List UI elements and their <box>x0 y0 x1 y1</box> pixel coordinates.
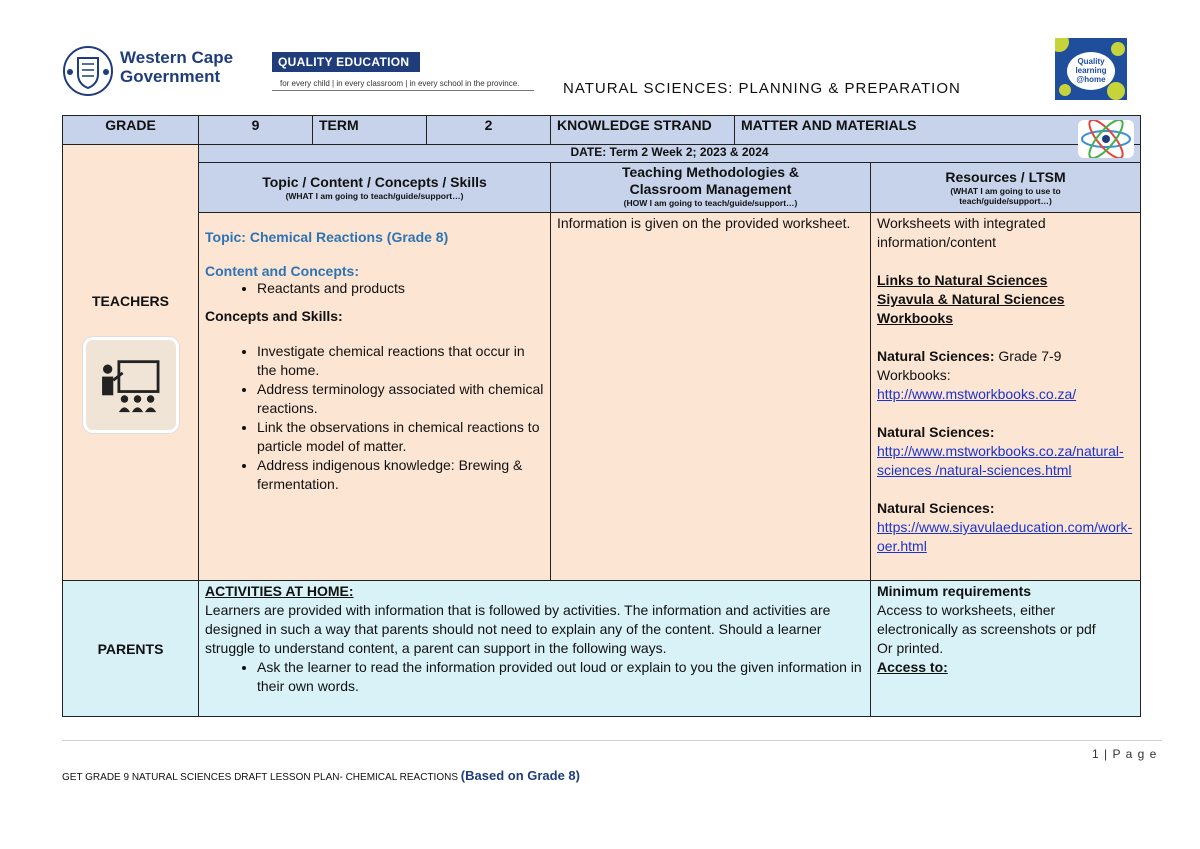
term-label: TERM <box>313 116 427 145</box>
western-cape-government-logo <box>62 42 242 102</box>
gov-name-line2: Government <box>120 67 221 86</box>
resources-column-subtitle-2: teach/guide/support…) <box>959 196 1052 206</box>
teachers-label: TEACHERS <box>91 292 169 309</box>
activities-cell <box>199 581 871 717</box>
method-column-title-1: Teaching Methodologies & <box>621 164 800 180</box>
footer-doc-text: GET GRADE 9 NATURAL SCIENCES DRAFT LESSON PLAN- CHEMICAL REACTIONS <box>62 772 461 783</box>
min-requirements-text-2: Or printed. <box>877 640 944 656</box>
page-number: 1 | P a g e <box>1092 747 1158 761</box>
teacher-presentation-icon <box>83 337 179 433</box>
quality-education-tagline: for every child | in every classroom | in every school in the province. <box>280 79 520 88</box>
method-column-title-2: Classroom Management <box>629 181 792 197</box>
footer-rule <box>62 740 1162 741</box>
strand-value: MATTER AND MATERIALS <box>741 117 917 133</box>
grade-label: GRADE <box>63 116 199 145</box>
methodology-cell <box>551 213 871 581</box>
quality-education-banner: QUALITY EDUCATION <box>272 52 420 72</box>
planning-table <box>62 115 1141 717</box>
topic-heading: Topic: Chemical Reactions (Grade 8) <box>205 229 449 245</box>
content-list <box>205 279 544 298</box>
quality-learning-at-home-badge <box>1055 38 1127 100</box>
mstworkbooks-link[interactable]: http://www.mstworkbooks.co.za/ <box>877 386 1077 402</box>
parents-label: PARENTS <box>63 581 199 717</box>
list-item: • Address terminology associated with chemical reactions. <box>257 380 544 418</box>
grade-value: 9 <box>199 116 313 145</box>
list-item: • Investigate chemical reactions that occur in the home. <box>257 342 544 380</box>
resources-cell <box>871 213 1141 581</box>
footer-doc-text-bold: (Based on Grade 8) <box>460 768 580 783</box>
links-heading-1: Links to Natural Sciences <box>877 272 1048 288</box>
coat-of-arms-icon <box>62 42 114 100</box>
resources-intro: Worksheets with integrated information/content <box>877 215 1046 250</box>
list-item: • Address indigenous knowledge: Brewing & fermentation. <box>257 456 544 494</box>
links-heading-3: Workbooks <box>877 310 953 326</box>
requirements-cell <box>871 581 1141 717</box>
ns3-label: Natural Sciences: <box>877 500 995 516</box>
min-requirements-text-1: Access to worksheets, either electronically as screenshots or pdf <box>877 602 1096 637</box>
methodology-text: Information is given on the provided worksheet. <box>557 215 851 231</box>
gov-name-line1: Western Cape <box>120 48 234 67</box>
list-item: • Ask the learner to read the information provided out loud or explain to you the given information in their own words. <box>257 658 864 696</box>
method-column-subtitle: (HOW I am going to teach/guide/support…) <box>623 198 798 208</box>
natural-sciences-link[interactable]: http://www.mstworkbooks.co.za/natural-sciences /natural-sciences.html <box>877 443 1124 478</box>
siyavula-link[interactable]: https://www.siyavulaeducation.com/work-oer.html <box>877 519 1133 554</box>
footer-text <box>62 768 580 783</box>
content-heading: Content and Concepts: <box>205 263 359 279</box>
list-item: • Reactants and products <box>257 279 544 298</box>
activities-list <box>205 658 864 696</box>
skills-list <box>205 342 544 494</box>
badge-text: Quality learning @home <box>1067 52 1115 90</box>
strand-label: KNOWLEDGE STRAND <box>551 116 735 145</box>
skills-heading: Concepts and Skills: <box>205 308 343 324</box>
header-rule <box>272 90 534 91</box>
resources-column-title: Resources / LTSM <box>945 169 1066 185</box>
teachers-label-cell <box>63 145 199 581</box>
ns2-label: Natural Sciences: <box>877 424 995 440</box>
min-requirements-heading: Minimum requirements <box>877 583 1032 599</box>
list-item: • Link the observations in chemical reactions to particle model of matter. <box>257 418 544 456</box>
links-heading-2: Siyavula & Natural Sciences <box>877 291 1065 307</box>
ns1-label: Natural Sciences: <box>877 348 995 364</box>
access-label: Access to: <box>877 659 948 675</box>
activities-heading: ACTIVITIES AT HOME: <box>205 583 354 599</box>
term-value: 2 <box>427 116 551 145</box>
activities-text: Learners are provided with information that is followed by activities. The information and activities are designed in such a way that parents should not need to explain any of the content. Should a learner struggle to understand content, a parent can support in the following ways. <box>205 602 831 656</box>
resources-column-subtitle-1: (WHAT I am going to use to <box>950 186 1061 196</box>
topic-content-cell <box>199 213 551 581</box>
document-title: NATURAL SCIENCES: PLANNING & PREPARATION <box>563 80 961 97</box>
atom-icon <box>1078 120 1134 158</box>
topic-column-title: Topic / Content / Concepts / Skills <box>262 174 487 190</box>
topic-column-subtitle: (WHAT I am going to teach/guide/support…) <box>285 191 464 201</box>
date-line: DATE: Term 2 Week 2; 2023 & 2024 <box>199 145 1141 163</box>
ns1-text: Grade 7-9 Workbooks: <box>877 348 1062 383</box>
